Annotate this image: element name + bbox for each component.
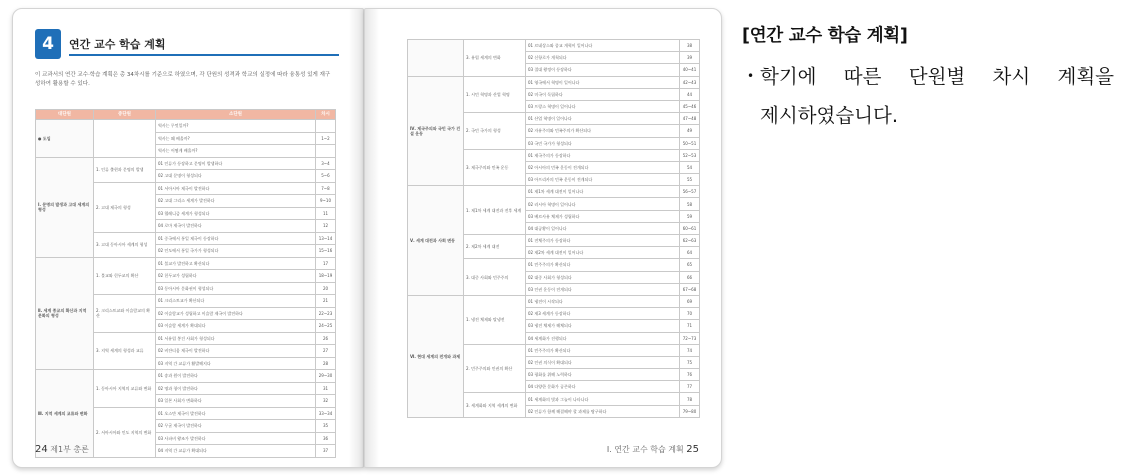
lesson-cell: 03 헬레니즘 세계가 형성되다 [156, 207, 316, 220]
lesson-cell: 02 비잔티움 제국이 발전하다 [156, 345, 316, 358]
lesson-cell: 03 절대 왕정이 등장하다 [526, 64, 680, 76]
page-number: 25 [686, 444, 699, 455]
lesson-cell: 01 인류가 등장하고 문명이 발생하다 [156, 157, 316, 170]
left-page [12, 8, 364, 468]
hours-cell: 27 [316, 345, 336, 358]
table-row [408, 295, 700, 307]
lesson-cell: 02 아시아의 민족 운동이 전개되다 [526, 161, 680, 173]
table-row [36, 120, 336, 133]
lesson-cell: 03 아프리카의 민족 운동이 전개되다 [526, 174, 680, 186]
hours-cell: 69 [680, 295, 700, 307]
subunit-cell: 1. 냉전 체제와 탈냉전 [464, 295, 526, 344]
lesson-cell: 02 인류가 함께 해결해야 할 과제를 탐구하다 [526, 405, 680, 417]
lesson-cell: 01 제1차 세계 대전이 일어나다 [526, 186, 680, 198]
hours-cell: 77 [680, 381, 700, 393]
hours-cell: 20 [316, 282, 336, 295]
page-footer-right [607, 444, 699, 455]
lesson-cell: 03 사파비 왕조가 발전하다 [156, 432, 316, 445]
header-hours: 차시 [316, 110, 336, 120]
hours-cell: 49 [680, 125, 700, 137]
lesson-cell: 03 인권 운동이 전개되다 [526, 283, 680, 295]
table-row [36, 157, 336, 170]
lesson-plan-table-right [407, 39, 700, 418]
lesson-cell: 02 무굴 제국이 발전하다 [156, 420, 316, 433]
hours-cell: 1~2 [316, 132, 336, 145]
hours-cell: 38 [680, 40, 700, 52]
hours-cell: 74 [680, 344, 700, 356]
header-subunit: 중단원 [94, 110, 156, 120]
hours-cell: 35 [316, 420, 336, 433]
hours-cell: 76 [680, 369, 700, 381]
header-lesson: 소단원 [156, 110, 316, 120]
unit-cell: Ⅲ. 지역 세계의 교류와 변화 [36, 370, 94, 458]
lesson-cell: 01 냉전이 시작되다 [526, 295, 680, 307]
lesson-cell: 02 자유주의와 민족주의가 확산되다 [526, 125, 680, 137]
lesson-plan-table-left [35, 109, 336, 458]
lesson-cell: 03 프랑스 혁명이 일어나다 [526, 100, 680, 112]
hours-cell: 17 [316, 257, 336, 270]
lesson-cell: 02 인권 의식이 확대되다 [526, 356, 680, 368]
lesson-cell: 02 미국이 독립하다 [526, 88, 680, 100]
subunit-cell: 2. 국민 국가의 형성 [464, 113, 526, 150]
table-body [36, 120, 336, 458]
hours-cell: 64 [680, 247, 700, 259]
gutter-shadow [349, 9, 363, 467]
subunit-cell: 3. 지역 세계의 형성과 교류 [94, 332, 156, 370]
lesson-cell: 01 민주주의가 확산되다 [526, 344, 680, 356]
unit-cell: Ⅴ. 세계 대전과 사회 변동 [408, 186, 464, 296]
lesson-cell: 01 서유럽 봉건 사회가 형성되다 [156, 332, 316, 345]
hours-cell: 26 [316, 332, 336, 345]
gutter-shadow [365, 9, 379, 467]
lesson-cell: 01 불교가 발전하고 확산되다 [156, 257, 316, 270]
hours-cell: 66 [680, 271, 700, 283]
page-footer-left [35, 444, 89, 455]
section-title: 연간 교수 학습 계획 [69, 36, 339, 56]
lesson-cell: 03 이슬람 세계가 확대되다 [156, 320, 316, 333]
caption-title: [연간 교수 학습 계획] [742, 26, 908, 46]
hours-cell [316, 120, 336, 133]
hours-cell: 79~80 [680, 405, 700, 417]
hours-cell: 29~30 [316, 370, 336, 383]
hours-cell: 9~10 [316, 195, 336, 208]
caption-text: 학기에 따른 단원별 차시 계획을 제시하였습니다. [760, 65, 1114, 127]
hours-cell: 59 [680, 210, 700, 222]
hours-cell: 36 [316, 432, 336, 445]
right-page [364, 8, 722, 468]
hours-cell: 40~41 [680, 64, 700, 76]
lesson-cell: 01 민주주의가 확산되다 [526, 259, 680, 271]
lesson-cell: 04 대공황이 일어나다 [526, 222, 680, 234]
lesson-cell: 02 러시아 혁명이 일어나다 [526, 198, 680, 210]
hours-cell: 21 [316, 295, 336, 308]
lesson-cell: 01 크리스트교가 확산되다 [156, 295, 316, 308]
table-row [36, 257, 336, 270]
intro-paragraph: 이 교과서의 연간 교수·학습 계획은 총 34차시를 기준으로 하였으며, 각 단원의 성격과 학교의 실정에 따라 융통성 있게 재구성하여 활용할 수 있다. [35, 72, 331, 87]
footer-label: 제1부 총론 [50, 445, 89, 454]
table-body [408, 40, 700, 418]
footer-label: Ⅰ. 연간 교수 학습 계획 [606, 445, 684, 454]
lesson-cell: 01 제국주의가 등장하다 [526, 149, 680, 161]
subunit-cell: 3. 세계화와 지역 세계의 변화 [464, 393, 526, 417]
subunit-cell: 1. 제1차 세계 대전과 전후 세계 [464, 186, 526, 235]
hours-cell: 56~57 [680, 186, 700, 198]
lesson-cell: 02 제2차 세계 대전이 일어나다 [526, 247, 680, 259]
hours-cell: 15~16 [316, 245, 336, 258]
lesson-cell: 03 베르사유 체제가 성립하다 [526, 210, 680, 222]
hours-cell: 54 [680, 161, 700, 173]
caption-panel [742, 22, 1114, 135]
subunit-cell: 2. 크리스트교와 이슬람교의 확산 [94, 295, 156, 333]
unit-cell: ● 도입 [36, 120, 94, 158]
table-header-row [36, 110, 336, 120]
lesson-cell: 02 힌두교가 성립하다 [156, 270, 316, 283]
hours-cell: 32 [316, 395, 336, 408]
subunit-cell: 1. 시민 혁명과 산업 혁명 [464, 76, 526, 113]
caption-body [742, 57, 1114, 135]
hours-cell: 39 [680, 52, 700, 64]
hours-cell: 37 [316, 445, 336, 458]
hours-cell: 78 [680, 393, 700, 405]
hours-cell: 5~6 [316, 170, 336, 183]
lesson-cell: 02 고대 그리스 세계가 발전하다 [156, 195, 316, 208]
hours-cell [316, 145, 336, 158]
lesson-cell: 역사는 왜 배울까? [156, 132, 316, 145]
hours-cell: 72~73 [680, 332, 700, 344]
unit-cell: Ⅱ. 세계 종교의 확산과 지역 문화의 형성 [36, 257, 94, 370]
lesson-cell: 01 서아시아 제국이 발전하다 [156, 182, 316, 195]
lesson-cell: 역사는 무엇일까? [156, 120, 316, 133]
hours-cell: 24~25 [316, 320, 336, 333]
lesson-cell: 04 지역 간 교류가 확대되다 [156, 445, 316, 458]
lesson-cell: 01 오스만 제국이 발전하다 [156, 407, 316, 420]
lesson-cell: 01 전체주의가 등장하다 [526, 235, 680, 247]
lesson-cell: 02 명과 청이 발전하다 [156, 382, 316, 395]
lesson-cell: 04 로마 제국이 발전하다 [156, 220, 316, 233]
subunit-cell: 3. 제국주의와 민족 운동 [464, 149, 526, 186]
lesson-cell: 역사는 어떻게 배울까? [156, 145, 316, 158]
lesson-cell: 01 중국에서 통일 제국이 등장하다 [156, 232, 316, 245]
subunit-cell: 3. 대중 사회와 민주주의 [464, 259, 526, 296]
hours-cell: 60~61 [680, 222, 700, 234]
page-number: 24 [35, 444, 48, 455]
hours-cell: 70 [680, 308, 700, 320]
lesson-cell: 01 산업 혁명이 일어나다 [526, 113, 680, 125]
hours-cell: 33~34 [316, 407, 336, 420]
subunit-cell: 3. 고대 동아시아 세계의 형성 [94, 232, 156, 257]
unit-cell: Ⅵ. 현대 세계의 전개와 과제 [408, 295, 464, 417]
table-row [36, 370, 336, 383]
subunit-cell: 2. 고대 제국의 형성 [94, 182, 156, 232]
hours-cell: 13~14 [316, 232, 336, 245]
unit-cell: Ⅰ. 문명의 발생과 고대 세계의 형성 [36, 157, 94, 257]
lesson-cell: 01 르네상스와 종교 개혁이 일어나다 [526, 40, 680, 52]
hours-cell: 55 [680, 174, 700, 186]
hours-cell: 7~8 [316, 182, 336, 195]
lesson-cell: 04 다양한 문화가 공존하다 [526, 381, 680, 393]
hours-cell: 62~63 [680, 235, 700, 247]
subunit-cell: 1. 동아시아 지역의 교류와 변화 [94, 370, 156, 408]
hours-cell: 67~68 [680, 283, 700, 295]
lesson-cell: 03 동아시아 문화권이 형성되다 [156, 282, 316, 295]
hours-cell: 31 [316, 382, 336, 395]
lesson-cell: 02 인도에서 통일 국가가 형성되다 [156, 245, 316, 258]
subunit-cell: 2. 제2차 세계 대전 [464, 235, 526, 259]
lesson-cell: 01 송과 원이 발전하다 [156, 370, 316, 383]
lesson-cell: 04 세계화가 진행되다 [526, 332, 680, 344]
hours-cell: 12 [316, 220, 336, 233]
subunit-cell: 1. 인류 출현과 문명의 발생 [94, 157, 156, 182]
hours-cell: 50~51 [680, 137, 700, 149]
lesson-cell: 03 지역 간 교류가 활발해지다 [156, 357, 316, 370]
hours-cell: 75 [680, 356, 700, 368]
lesson-cell: 02 이슬람교가 성립하고 이슬람 제국이 발전하다 [156, 307, 316, 320]
lesson-cell: 01 세계화의 빛과 그늘이 나타나다 [526, 393, 680, 405]
hours-cell: 44 [680, 88, 700, 100]
lesson-cell: 02 고대 문명이 형성되다 [156, 170, 316, 183]
hours-cell: 52~53 [680, 149, 700, 161]
hours-cell: 42~43 [680, 76, 700, 88]
hours-cell: 71 [680, 320, 700, 332]
hours-cell: 65 [680, 259, 700, 271]
unit-cell [408, 40, 464, 77]
lesson-cell: 03 평화를 위해 노력하다 [526, 369, 680, 381]
subunit-cell: 3. 유럽 세계의 변화 [464, 40, 526, 77]
table-row [408, 186, 700, 198]
hours-cell: 11 [316, 207, 336, 220]
hours-cell: 3~4 [316, 157, 336, 170]
lesson-cell: 01 영국에서 혁명이 일어나다 [526, 76, 680, 88]
hours-cell: 28 [316, 357, 336, 370]
lesson-cell: 03 일본 사회가 변화하다 [156, 395, 316, 408]
lesson-cell: 02 신항로가 개척되다 [526, 52, 680, 64]
lesson-cell: 02 대중 사회가 형성되다 [526, 271, 680, 283]
table-row [408, 40, 700, 52]
hours-cell: 18~19 [316, 270, 336, 283]
bullet-icon: • [747, 69, 755, 83]
unit-cell: Ⅳ. 제국주의와 국민 국가 건설 운동 [408, 76, 464, 186]
subunit-cell: 2. 서아시아와 인도 지역의 변화 [94, 407, 156, 457]
lesson-cell: 03 냉전 체제가 해체되다 [526, 320, 680, 332]
subunit-cell: 1. 불교와 힌두교의 확산 [94, 257, 156, 295]
subunit-cell: 2. 민주주의와 인권의 확산 [464, 344, 526, 393]
header-unit: 대단원 [36, 110, 94, 120]
lesson-cell: 02 제3 세계가 등장하다 [526, 308, 680, 320]
hours-cell: 47~48 [680, 113, 700, 125]
hours-cell: 22~23 [316, 307, 336, 320]
hours-cell: 58 [680, 198, 700, 210]
lesson-cell: 03 국민 국가가 형성되다 [526, 137, 680, 149]
table-row [408, 76, 700, 88]
subunit-cell [94, 120, 156, 158]
section-number-badge: 4 [35, 29, 61, 59]
hours-cell: 45~46 [680, 100, 700, 112]
